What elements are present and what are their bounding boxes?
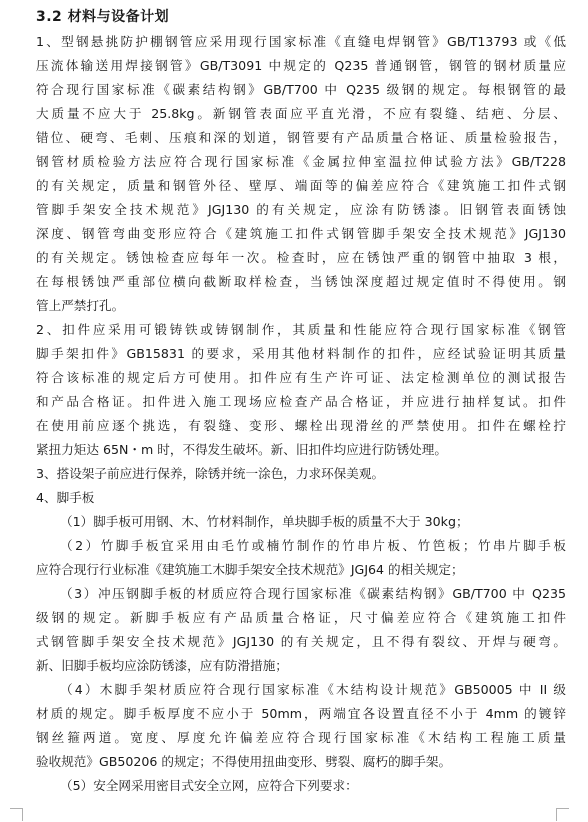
text-line: 大质量不应大于 25.8kg。新钢管表面应平直光滑，不应有裂缝、结疤、分层、 [36,106,566,121]
text-line: （5）安全网采用密目式安全立网，应符合下列要求： [60,778,358,793]
text-line: 的有关规定。锈蚀检查应每年一次。检查时，应在锈蚀严重的钢管中抽取 3 根， [36,250,566,265]
text-line: 紧扭力矩达 65N・m 时，不得发生破坏。新、旧扣件均应进行防锈处理。 [36,442,447,457]
text-line: 脚手架扣件》GB15831 的要求，采用其他材料制作的扣件，应经试验证明其质量 [36,346,566,361]
text-line: 错位、硬弯、毛刺、压痕和深的划道，钢管要有产品质量合格证、质量检验报告， [36,130,566,145]
text-line: 级钢的规定。新脚手板应有产品质量合格证，尺寸偏差应符合《建筑施工扣件 [36,610,566,625]
text-line: 式钢管脚手架安全技术规范》JGJ130 的有关规定，且不得有裂纹、开焊与硬弯。 [36,634,566,649]
text-line: 验收规范》GB50206 的规定；不得使用扭曲变形、劈裂、腐朽的脚手架。 [36,754,452,769]
text-line: 和产品合格证。扣件进入施工现场应检查产品合格证，并应进行抽样复试。扣件 [36,394,566,409]
text-line: 在使用前应逐个挑选，有裂缝、变形、螺栓出现滑丝的严禁使用。扣件在螺栓拧 [36,418,566,433]
text-line: （2）竹脚手板宜采用由毛竹或楠竹制作的竹串片板、竹笆板；竹串片脚手板 [60,538,566,553]
page-corner-mark-right [556,808,569,821]
text-line: 4、脚手板 [36,490,95,505]
text-line: 压流体输送用焊接钢管》GB/T3091 中规定的 Q235 普通钢管，钢管的钢材质量应 [36,58,566,73]
text-line: 新、旧脚手板均应涂防锈漆，应有防滑措施； [36,658,288,673]
text-line: 的有关规定，质量和钢管外径、壁厚、端面等的偏差应符合《建筑施工扣件式钢 [36,178,566,193]
text-line: 深度、钢管弯曲变形应符合《建筑施工扣件式钢管脚手架安全技术规范》JGJ130 [36,226,566,241]
text-line: 钢丝箍两道。宽度、厚度允许偏差应符合现行国家标准《木结构工程施工质量 [36,730,566,745]
text-line: 管上严禁打孔。 [36,298,125,313]
text-line: 应符合现行行业标准《建筑施工木脚手架安全技术规范》JGJ64 的相关规定； [36,562,464,577]
text-line: 2、扣件应采用可锻铸铁或铸钢制作，其质量和性能应符合现行国家标准《钢管 [36,322,566,337]
text-line: 钢管材质检验方法应符合现行国家标准《金属拉伸室温拉伸试验方法》GB/T228 [36,154,566,169]
text-line: 符合现行国家标准《碳素结构钢》GB/T700 中 Q235 级钢的规定。每根钢管的最 [36,82,566,97]
section-heading: 3.2 材料与设备计划 [36,9,170,25]
text-line: （1）脚手板可用钢、木、竹材料制作，单块脚手板的质量不大于 30kg； [60,514,469,529]
text-line: 管脚手架安全技术规范》JGJ130 的有关规定，应涂有防锈漆。旧钢管表面锈蚀 [36,202,566,217]
text-line: 材质的规定。脚手板厚度不应小于 50mm，两端宜各设置直径不小于 4mm 的镀锌 [36,706,566,721]
text-line: 3、搭设架子前应进行保养，除锈并统一涂色，力求环保美观。 [36,466,385,481]
text-line: （3）冲压钢脚手板的材质应符合现行国家标准《碳素结构钢》GB/T700 中 Q235 [60,586,566,601]
text-line: （4）木脚手架材质应符合现行国家标准《木结构设计规范》GB50005 中 II 级 [60,682,566,697]
text-line: 在每根锈蚀严重部位横向截断取样检查，当锈蚀深度超过规定值时不得使用。钢 [36,274,566,289]
text-line: 1、型钢悬挑防护棚钢管应采用现行国家标准《直缝电焊钢管》GB/T13793 或《低 [36,34,566,49]
page-corner-mark-left [10,808,23,821]
text-line: 符合该标准的规定后方可使用。扣件应有生产许可证、法定检测单位的测试报告 [36,370,566,385]
